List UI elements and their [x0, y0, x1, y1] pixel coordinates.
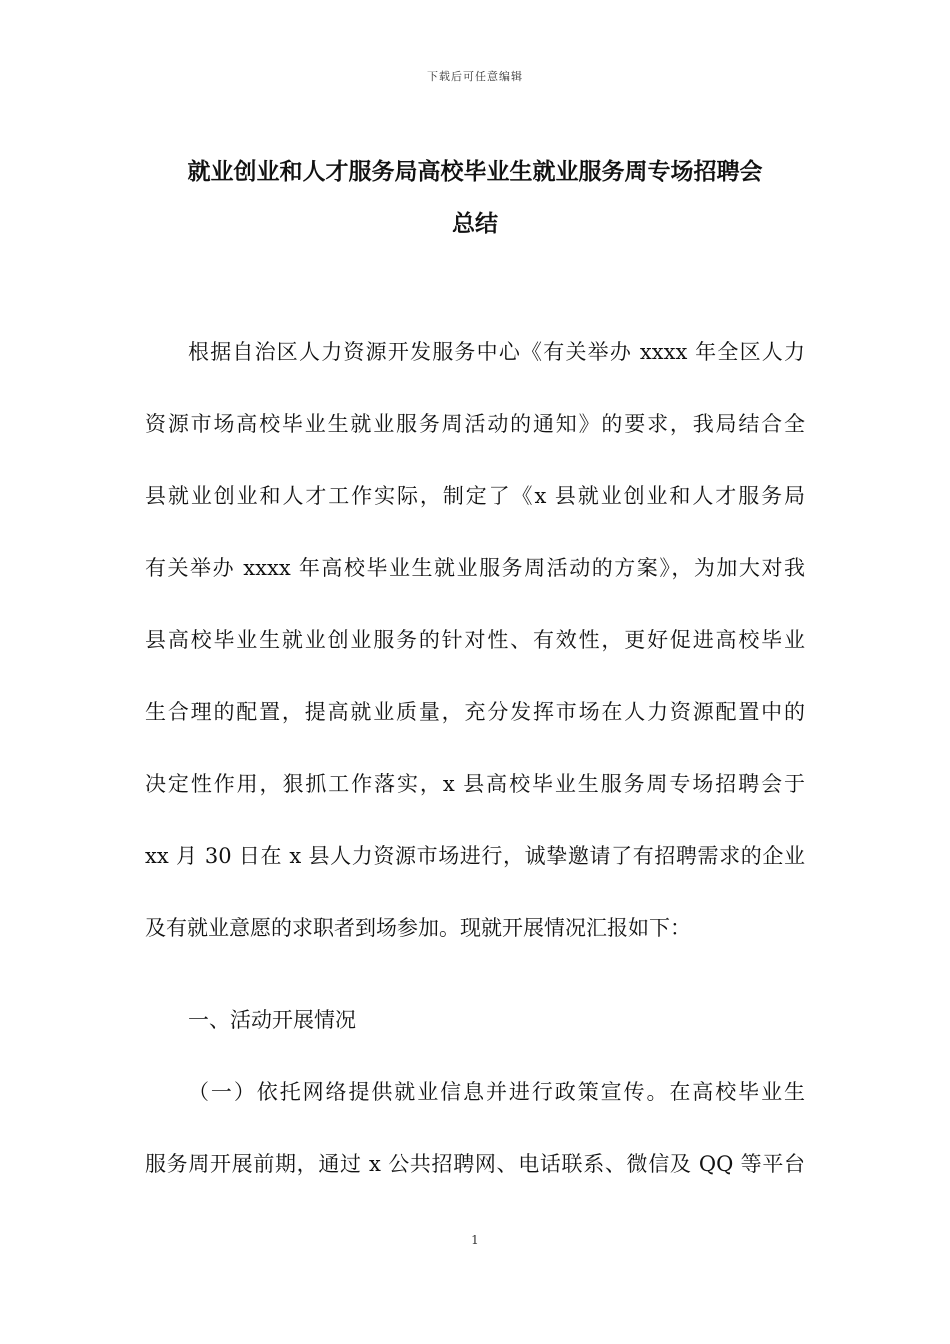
paragraph-line-6: 生合理的配置，提高就业质量，充分发挥市场在人力资源配置中的 [145, 700, 805, 724]
paragraph-line-3: 县就业创业和人才工作实际，制定了《x 县就业创业和人才服务局 [145, 484, 805, 508]
paragraph-2-line-1: （一）依托网络提供就业信息并进行政策宣传。在高校毕业生 [188, 1080, 805, 1104]
document-title-line-2: 总结 [452, 211, 498, 237]
paragraph-line-9: 及有就业意愿的求职者到场参加。现就开展情况汇报如下： [145, 916, 691, 940]
paragraph-line-1: 根据自治区人力资源开发服务中心《有关举办 xxxx 年全区人力 [188, 340, 805, 364]
header-note: 下载后可任意编辑 [427, 70, 523, 83]
paragraph-line-4: 有关举办 xxxx 年高校毕业生就业服务周活动的方案》，为加大对我 [145, 556, 805, 580]
document-title-line-1: 就业创业和人才服务局高校毕业生就业服务周专场招聘会 [187, 159, 763, 185]
section-heading: 一、活动开展情况 [188, 1008, 356, 1032]
paragraph-line-7: 决定性作用，狠抓工作落实，x 县高校毕业生服务周专场招聘会于 [145, 772, 805, 796]
paragraph-line-5: 县高校毕业生就业创业服务的针对性、有效性，更好促进高校毕业 [145, 628, 805, 652]
paragraph-line-2: 资源市场高校毕业生就业服务周活动的通知》的要求，我局结合全 [145, 412, 805, 436]
paragraph-2-line-2: 服务周开展前期，通过 x 公共招聘网、电话联系、微信及 QQ 等平台 [145, 1152, 805, 1176]
paragraph-line-8: xx 月 30 日在 x 县人力资源市场进行，诚挚邀请了有招聘需求的企业 [145, 844, 805, 868]
page-number: 1 [471, 1233, 479, 1247]
